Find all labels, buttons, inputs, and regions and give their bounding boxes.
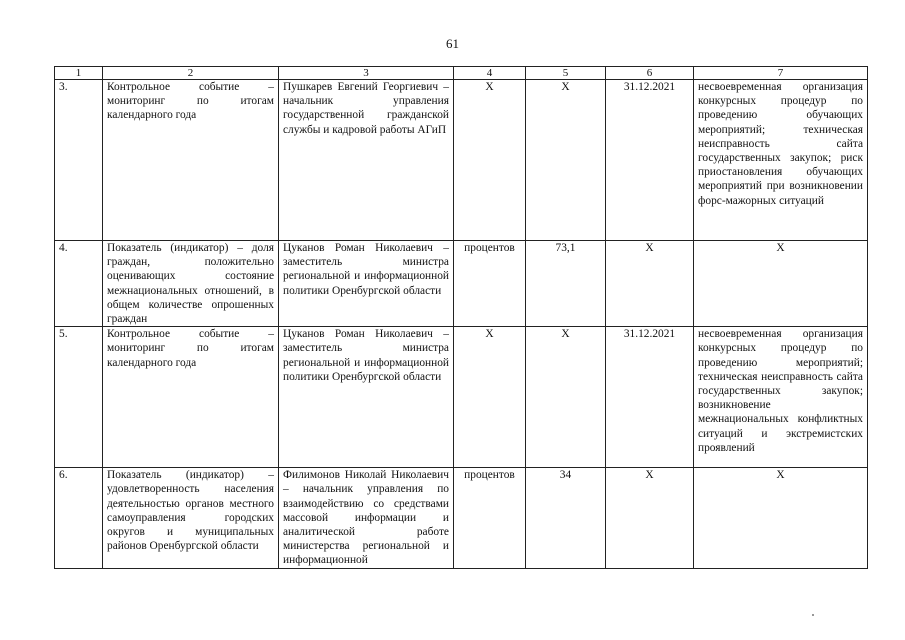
measures-table	[54, 66, 868, 569]
date-cell: 31.12.2021	[606, 327, 694, 468]
table-row	[55, 241, 868, 327]
row-number: 4.	[55, 241, 103, 327]
unit-cell: процентов	[454, 241, 526, 327]
risks-cell: Х	[694, 468, 868, 569]
risks-cell: Х	[694, 241, 868, 327]
column-header: 3	[279, 67, 454, 80]
measure-name: Показатель (индикатор) – доля граждан, положительно оценивающих состояние межнациональных отношений, в общем количестве опрошенных граждан	[103, 241, 279, 327]
column-header: 5	[526, 67, 606, 80]
value-cell: 34	[526, 468, 606, 569]
column-header: 2	[103, 67, 279, 80]
responsible-person: Цуканов Роман Николаевич – заместитель министра региональной и информационной политики Оренбургской области	[279, 327, 454, 468]
responsible-person: Филимонов Николай Николаевич – начальник управления по взаимодействию со средствами массовой информации и аналитической работе министерства региональной и информационной	[279, 468, 454, 569]
table-row	[55, 327, 868, 468]
date-cell: 31.12.2021	[606, 80, 694, 241]
column-header: 1	[55, 67, 103, 80]
row-number: 6.	[55, 468, 103, 569]
date-cell: Х	[606, 468, 694, 569]
risks-cell: несвоевременная организация конкурсных процедур по проведению мероприятий; техническая неисправность сайта государственных закупок; возникновение межнациональных конфликтных ситуаций и экстремистских проявлений	[694, 327, 868, 468]
row-number: 5.	[55, 327, 103, 468]
column-header: 6	[606, 67, 694, 80]
unit-cell: процентов	[454, 468, 526, 569]
scan-speck	[812, 614, 814, 616]
column-number-row	[55, 67, 868, 80]
row-number: 3.	[55, 80, 103, 241]
measure-name: Контрольное событие – мониторинг по итогам календарного года	[103, 327, 279, 468]
responsible-person: Пушкарев Евгений Георгиевич – начальник управления государственной гражданской службы и кадровой работы АГиП	[279, 80, 454, 241]
column-header: 7	[694, 67, 868, 80]
column-header: 4	[454, 67, 526, 80]
measure-name: Контрольное событие – мониторинг по итогам календарного года	[103, 80, 279, 241]
page-number: 61	[446, 36, 459, 51]
measure-name: Показатель (индикатор) – удовлетворенность населения деятельностью органов местного самоуправления городских округов и муниципальных районов Оренбургской области	[103, 468, 279, 569]
responsible-person: Цуканов Роман Николаевич – заместитель министра региональной и информационной политики Оренбургской области	[279, 241, 454, 327]
value-cell: Х	[526, 327, 606, 468]
table-row	[55, 80, 868, 241]
date-cell: Х	[606, 241, 694, 327]
unit-cell: Х	[454, 327, 526, 468]
table-row	[55, 468, 868, 569]
value-cell: 73,1	[526, 241, 606, 327]
value-cell: Х	[526, 80, 606, 241]
unit-cell: Х	[454, 80, 526, 241]
risks-cell: несвоевременная организация конкурсных процедур по проведению обучающих мероприятий; техническая неисправность сайта государственных закупок; риск приостановления обучающих мероприятий при возникновении форс-мажорных ситуаций	[694, 80, 868, 241]
